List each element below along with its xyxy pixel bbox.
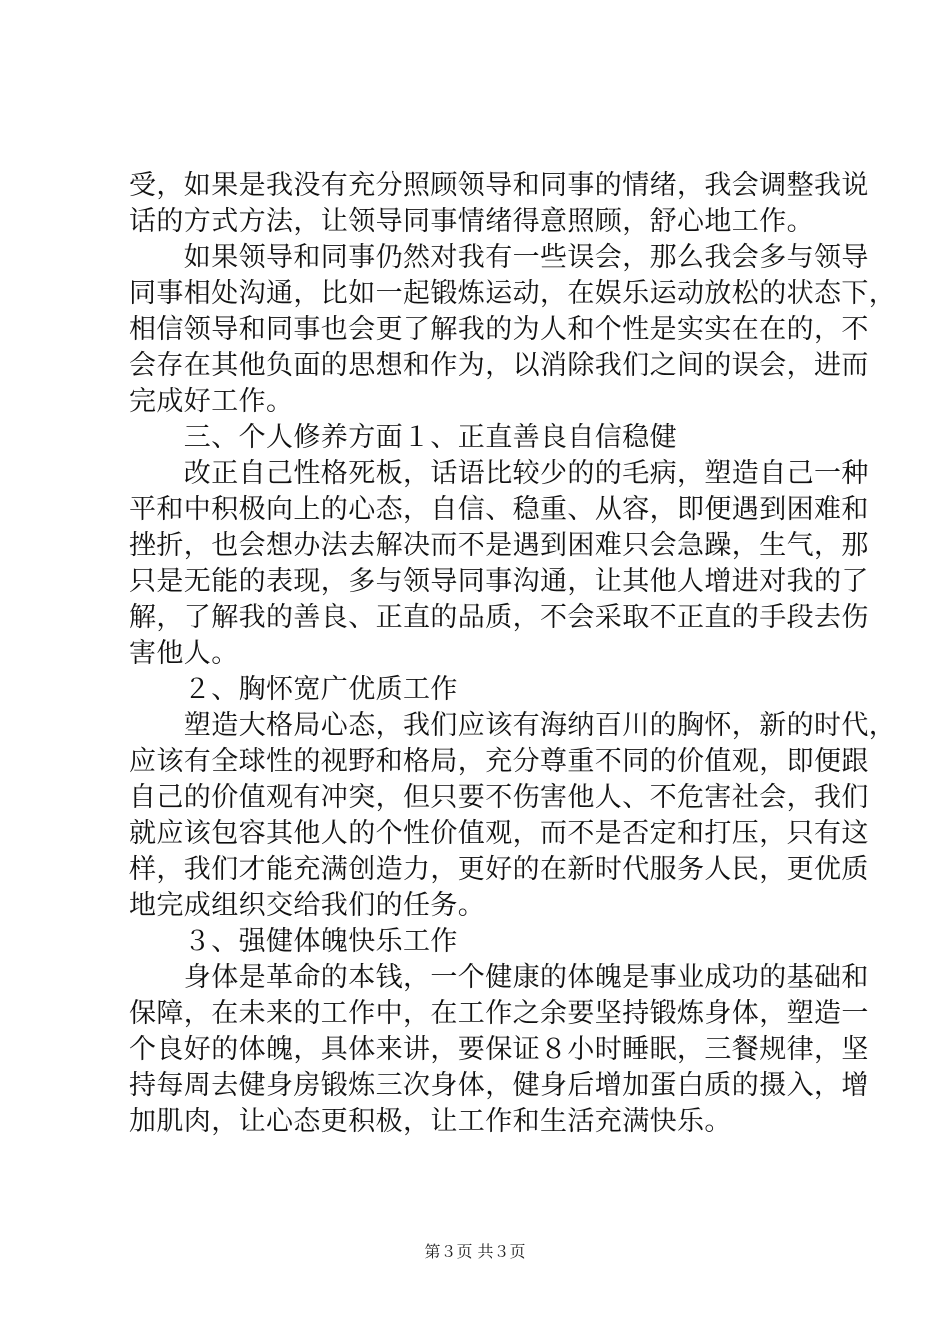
text-line: 加肌肉，让心态更积极，让工作和生活充满快乐。 — [129, 1106, 732, 1137]
text-line: 同事相处沟通，比如一起锻炼运动，在娱乐运动放松的状态下， — [129, 278, 897, 309]
section-heading: ２、胸怀宽广优质工作 — [129, 674, 458, 705]
text-line: 如果领导和同事仍然对我有一些误会，那么我会多与领导 — [129, 242, 869, 273]
text-line: 样，我们才能充满创造力，更好的在新时代服务人民，更优质 — [129, 854, 869, 885]
text-line: 地完成组织交给我们的任务。 — [129, 890, 486, 921]
text-line: 改正自己性格死板，话语比较少的的毛病，塑造自己一种 — [129, 458, 869, 489]
text-line: 自己的价值观有冲突，但只要不伤害他人、不危害社会，我们 — [129, 782, 869, 813]
text-line: 解，了解我的善良、正直的品质，不会采取不正直的手段去伤 — [129, 602, 869, 633]
page-number-footer: 第３页 共３页 — [424, 1242, 526, 1261]
text-line: 个良好的体魄，具体来讲，要保证８小时睡眠，三餐规律，坚 — [129, 1034, 869, 1065]
text-line: 挫折，也会想办法去解决而不是遇到困难只会急躁，生气，那 — [129, 530, 869, 561]
text-line: 保障，在未来的工作中，在工作之余要坚持锻炼身体，塑造一 — [129, 998, 869, 1029]
text-line: 平和中积极向上的心态，自信、稳重、从容，即便遇到困难和 — [129, 494, 869, 525]
section-heading: 三、个人修养方面１、正直善良自信稳健 — [129, 422, 677, 453]
text-line: 受，如果是我没有充分照顾领导和同事的情绪，我会调整我说 — [129, 170, 869, 201]
text-line: 话的方式方法，让领导同事情绪得意照顾，舒心地工作。 — [129, 206, 814, 237]
text-line: 完成好工作。 — [129, 386, 294, 417]
text-line: 塑造大格局心态，我们应该有海纳百川的胸怀，新的时代， — [129, 710, 897, 741]
text-line: 只是无能的表现，多与领导同事沟通，让其他人增进对我的了 — [129, 566, 869, 597]
text-line: 害他人。 — [129, 638, 239, 669]
text-line: 应该有全球性的视野和格局，充分尊重不同的价值观，即便跟 — [129, 746, 869, 777]
text-line: 持每周去健身房锻炼三次身体，健身后增加蛋白质的摄入，增 — [129, 1070, 869, 1101]
section-heading: ３、强健体魄快乐工作 — [129, 926, 458, 957]
text-line: 相信领导和同事也会更了解我的为人和个性是实实在在的，不 — [129, 314, 869, 345]
text-line: 就应该包容其他人的个性价值观，而不是否定和打压，只有这 — [129, 818, 869, 849]
document-body — [129, 168, 897, 1140]
text-line: 会存在其他负面的思想和作为，以消除我们之间的误会，进而 — [129, 350, 869, 381]
text-line: 身体是革命的本钱，一个健康的体魄是事业成功的基础和 — [129, 962, 869, 993]
